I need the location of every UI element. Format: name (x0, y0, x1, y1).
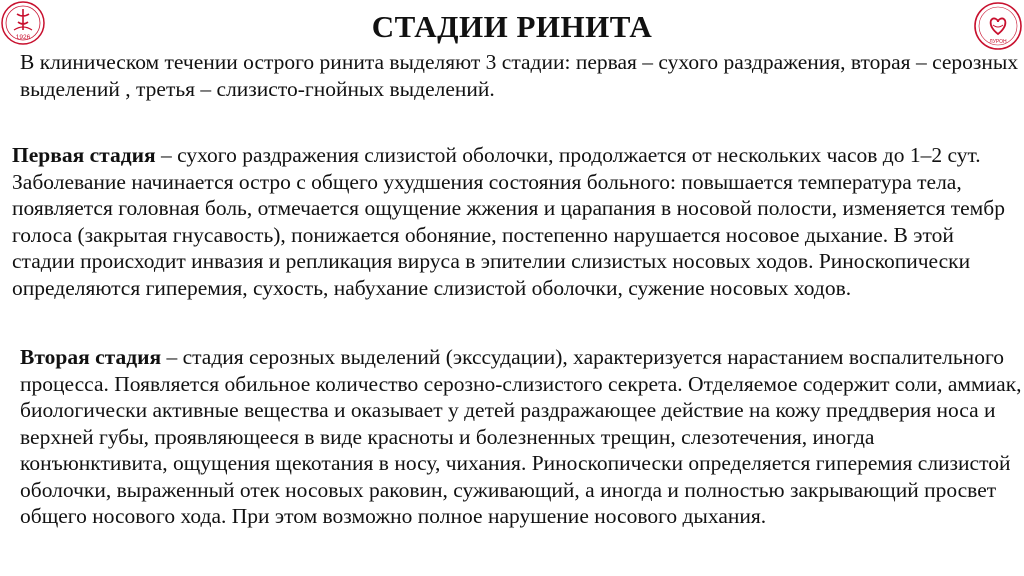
logo-year: 1926 (15, 34, 31, 41)
stage2-title: Вторая стадия (20, 345, 162, 369)
stage1-title: Первая стадия (12, 143, 156, 167)
intro-paragraph: В клиническом течении острого ринита выделяют 3 стадии: первая – сухого раздражения, вторая – серозных выделений , третья – слизисто-гнойных выделений. (20, 50, 1019, 101)
clinic-logo-label: ЛУРОН (989, 39, 1007, 45)
stage1-text: – сухого раздражения слизистой оболочки, продолжается от нескольких часов до 1–2 сут. Заболевание начинается остро с общего ухудшения состояния больного: повышается температура тела, появляется головная боль, отмечается ощущение жжения и царапания в носовой полости, изменяется тембр голоса (закрытая гнусавость), понижается обоняние, постепенно нарушается носовое дыхание. В этой стадии происходит инвазия и репликация вируса в эпителии слизистых носовых ходов. Риноскопически определяются гиперемия, сухость, набухание слизистой оболочки, сужение носовых ходов. (12, 143, 1005, 300)
stage1-paragraph (12, 142, 1016, 301)
stage2-paragraph (12, 344, 1024, 530)
slide-title: СТАДИИ РИНИТА (371, 9, 653, 44)
stage2-text: – стадия серозных выделений (экссудации), характеризуется нарастанием воспалительного процесса. Появляется обильное количество серозно-слизистого секрета. Отделяемое содержит соли, аммиак, биологически активные вещества и оказывает у детей раздражающее действие на кожу преддверия носа и верхней губы, проявляющееся в виде красноты и болезненных трещин, слезотечения, иногда конъюнктивита, ощущения щекотания в носу, чихания. Риноскопически определяется гиперемия слизистой оболочки, выраженный отек носовых раковин, суживающий, а иногда и полностью закрывающий просвет общего носового хода. При этом возможно полное нарушение носового дыхания. (20, 345, 1022, 528)
